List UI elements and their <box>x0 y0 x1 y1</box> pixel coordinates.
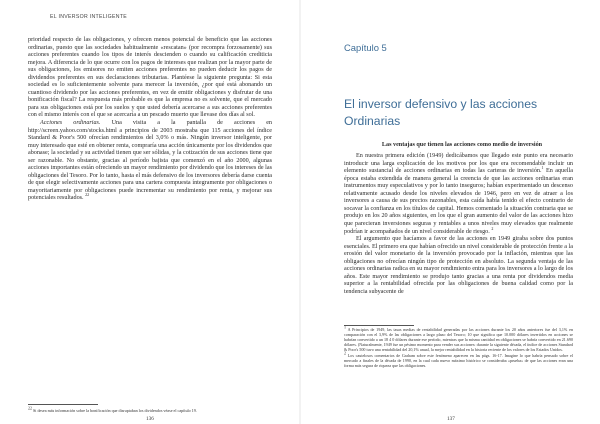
footnote-reference-1: 1 <box>541 165 544 171</box>
footnote-mark: 1 <box>344 324 346 330</box>
page-number: 136 <box>146 416 154 422</box>
footnote-text: Los cautelosos comentarios de Graham sobre este fenómeno aparecen en las págs. 16-17. Imagine lo que habría pensado sobre el mercado a finales de la década de 1990, en la cual cada nuevo máximo histórico se consideraba «prueba» de que las acciones eran una forma más segura de riqueza que las obligaciones. <box>344 353 573 368</box>
right-footnotes <box>344 324 573 369</box>
subheading-acciones-ordinarias: Acciones ordinarias. <box>40 120 101 127</box>
footnote-reference: 22 <box>85 192 90 198</box>
footnote-rule <box>344 325 414 326</box>
right-paragraph-1-text: En nuestra primera edición (1949) dedicábamos que llegado este punto era necesario introducir una larga explicación de los motivos por los que era recomendable incluir un elemento sustancial de acciones ordinarias en todas las carteras de inversión. <box>344 153 573 175</box>
left-footnote <box>28 405 272 413</box>
running-head: EL INVERSOR INTELIGENTE <box>50 14 128 20</box>
footnote-text: Si desea más información sobre la bonificación que disruptaban los dividendos véase el capítulo 19. <box>33 408 197 413</box>
footnote-mark: 2 <box>344 350 346 356</box>
right-paragraph-1-cont: En aquella época estaba extendida de manera general la creencia de que las acciones ordinarias eran instrumentos muy especulativos y por lo tanto inseguros; habían experimentado un descenso relativamente acusado desde los niveles elevados de 1946, pero en vez de atraer a los inversores a causa de sus precios razonables, esta caída había tenido el efecto contrario de socavar la confianza en los títulos de capital. Hemos comentado la situación contraria que se produjo en los 20 años siguientes, en los que el gran aumento del valor de las acciones hizo que parecieran inversiones seguras y rentables a unos niveles muy elevados que realmente podrían ir acompañados de un nivel considerable de riesgo. <box>344 168 573 235</box>
footnote-reference-2: 2 <box>491 225 494 231</box>
footnote-item <box>344 350 573 368</box>
left-paragraph-1: prioridad respecto de las obligaciones, y ofrecen menos potencial de beneficio que las acciones ordinarias, puesto que las sociedades habitualmente «rescatan» (por recompra forzosamente) sus acciones preferentes cuando los tipos de interés descienden o cuando su calificación crediticia mejora. A diferencia de lo que ocurre con los pagos de intereses que realizan por la mayor parte de sus obligaciones, los emisores no emiten acciones preferentes no pueden deducir los pagos de dividendos preferentes en sus declaraciones tributarias. Plantéese la siguiente pregunta: Si esta sociedad es lo suficientemente solvente para merecer la inversión, ¿por qué está abonando un cuantioso dividendo por las acciones preferentes, en vez de emitir obligaciones y disfrutar de una bonificación fiscal? La respuesta más probable es que la empresa no es solvente, que el mercado para sus obligaciones está por los suelos y que usted debería acercarse a sus acciones preferentes con el mismo interés con el que se acercaría a un pescado muerto que llevase dos días al sol. <box>28 37 272 119</box>
footnote-item <box>344 324 573 352</box>
section-heading: Las ventajas que tienen las acciones como medio de inversión <box>381 142 543 148</box>
right-paragraph-1 <box>344 153 573 236</box>
right-paragraph-2: El argumento que hacíamos a favor de las acciones en 1949 giraba sobre dos puntos esenciales. El primero era que habían ofrecido un nivel considerable de protección frente a la erosión del valor monetario de la inversión provocado por la inflación, mientras que las obligaciones no ofrecían ningún tipo de protección en absoluto. La segunda ventaja de las acciones ordinarias radica en su mayor rendimiento entra para los inversores a lo largo de los años. Este mayor rendimiento se produjo tanto gracias a una renta por dividendos media superior a la rentabilidad ofrecida por las obligaciones de buena calidad como por la tendencia subyacente de <box>344 236 573 295</box>
footnote-rule <box>28 404 98 405</box>
footnote-text: A Principios de 1949, las tasas medias de rentabilidad generadas por las acciones durante los 20 años anteriores fue del 3,1% en comparación con el 3,9% de las obligaciones a largo plazo del Tesoro; 10 que significa que 10.000 dólares invertidos en acciones se habrían convertido a un 18 4 0 dólares durante ese período, mientras que la misma cantidad en obligaciones se habría convertido en 21.690 dólares. (Naturalmente, 1949 fue un pésimo momento para vender sus acciones: durante la siguiente década, el índice de acciones Standard & Poor's 500 tuvo una rentabilidad del 20,1% anual, la mejor rentabilidad en la historia reciente de los valores de los Estados Unidos. <box>344 327 573 352</box>
page-number: 137 <box>447 416 455 422</box>
right-page <box>300 0 600 424</box>
footnote-mark: 22 <box>28 405 32 411</box>
chapter-title: El inversor defensivo y las acciones Ordinarias <box>344 97 538 128</box>
right-body-text <box>344 153 573 296</box>
left-paragraph-2 <box>28 120 272 203</box>
chapter-label: Capítulo 5 <box>344 42 387 53</box>
left-body-text <box>28 37 272 203</box>
left-paragraph-2-text: Una visita a la pantalla de acciones en http://screen.yahoo.com/stocks.html a principios de 2003 mostraba que 115 acciones del índice Standard & Poor's 500 ofrecían rendimientos del 3,0% o más. Ningún inversor inteligente, por muy interesado que esté en obtener renta, compraría una acción únicamente por los dividendos que abonase; la sociedad y su actividad tienen que ser sólidas, y la cotización de sus acciones tiene que ser razonable. No obstante, gracias al período bajista que comenzó en el año 2000, algunas acciones importantes están ofreciendo un mayor rendimiento por dividendo que los intereses de las obligaciones del Tesoro. Por lo tanto, hasta el más defensivo de los inversores debería darse cuenta de que elegir selectivamente acciones para una cartera compuesta íntegramente por obligaciones o mayoritariamente por obligaciones puede incrementar su rendimiento por renta, y mejorar sus potenciales resultados. <box>28 120 272 202</box>
